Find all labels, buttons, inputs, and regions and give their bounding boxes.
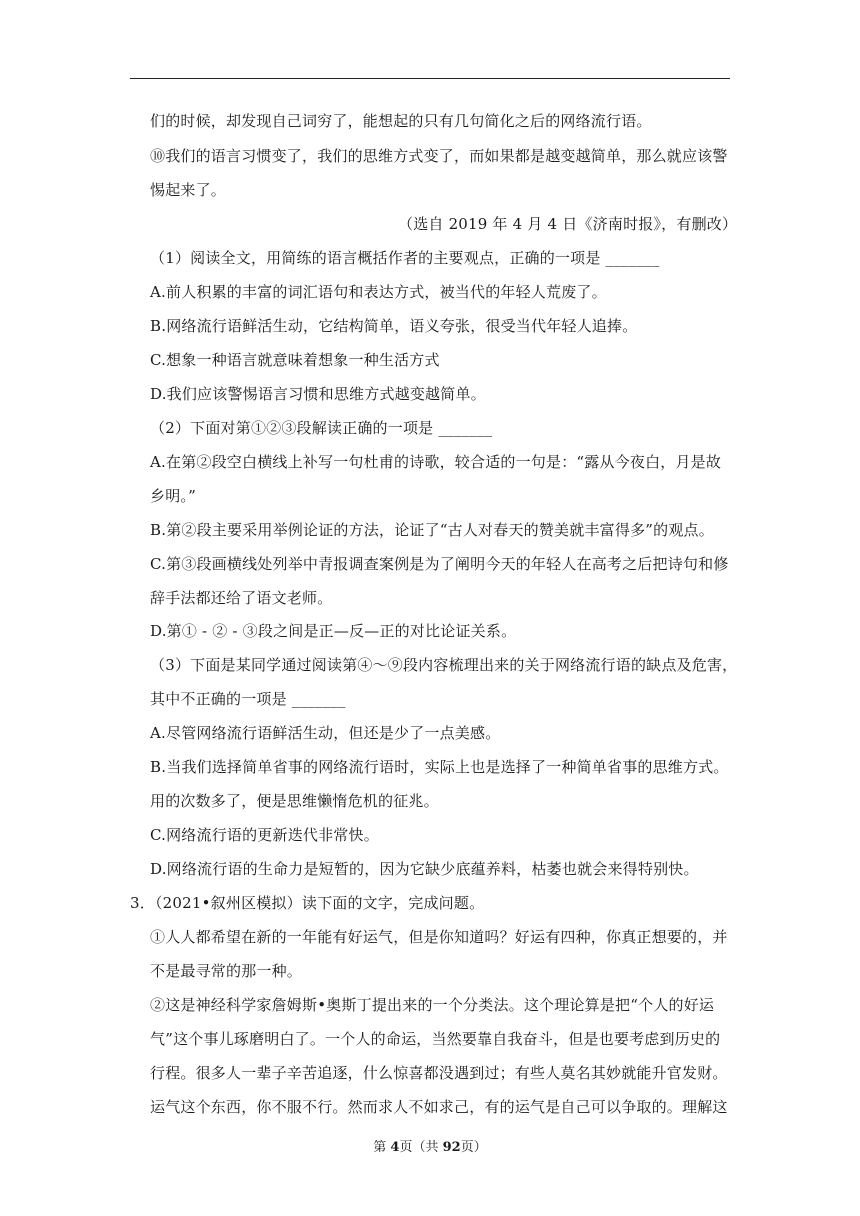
question-stem: （2）下面对第①②③段解读正确的一项是 _______ xyxy=(150,419,493,437)
option-line: 乡明。” xyxy=(150,487,196,505)
option-line: D.网络流行语的生命力是短暂的，因为它缺少底蕴养料，枯萎也就会来得特别快。 xyxy=(150,860,699,878)
paragraph-line: 不是最寻常的那一种。 xyxy=(150,962,303,980)
option-line: A.尽管网络流行语鲜活生动，但还是少了一点美感。 xyxy=(150,724,501,742)
question-stem: （1）阅读全文，用简练的语言概括作者的主要观点，正确的一项是 _______ xyxy=(150,249,660,267)
option-line: D.第① - ② - ③段之间是正—反—正的对比论证关系。 xyxy=(150,622,517,640)
option-line: D.我们应该警惕语言习惯和思维方式越变越简单。 xyxy=(150,385,486,403)
option-line: 辞手法都还给了语文老师。 xyxy=(150,589,333,607)
option-line: B.网络流行语鲜活生动，它结构简单，语义夸张，很受当代年轻人追捧。 xyxy=(150,317,638,335)
source-citation: （选自 2019 年 4 月 4 日《济南时报》，有删改） xyxy=(398,215,738,233)
option-line: B.当我们选择简单省事的网络流行语时，实际上也是选择了一种简单省事的思维方式。 xyxy=(150,758,729,776)
paragraph-line: ②这是神经科学家詹姆斯•奥斯丁提出来的一个分类法。这个理论算是把“个人的好运 xyxy=(150,996,715,1014)
option-line: A.前人积累的丰富的词汇语句和表达方式，被当代的年轻人荒废了。 xyxy=(150,283,607,301)
question-stem: 其中不正确的一项是 _______ xyxy=(150,690,346,708)
paragraph-line: 运气这个东西，你不服不行。然而求人不如求己，有的运气是自己可以争取的。理解这 xyxy=(150,1098,728,1116)
option-line: C.网络流行语的更新迭代非常快。 xyxy=(150,826,379,844)
option-line: B.第②段主要采用举例论证的方法，论证了“古人对春天的赞美就丰富得多”的观点。 xyxy=(150,521,714,539)
paragraph-line: 行程。很多人一辈子辛苦追逐，什么惊喜都没遇到过；有些人莫名其妙就能升官发财。 xyxy=(150,1064,728,1082)
footer-prefix: 第 xyxy=(373,1140,391,1155)
question-heading: 3．（2021•叙州区模拟）读下面的文字，完成问题。 xyxy=(130,894,485,912)
total-pages: 92 xyxy=(442,1140,461,1155)
text-line: ⑩我们的语言习惯变了，我们的思维方式变了，而如果都是越变越简单，那么就应该警 xyxy=(150,147,728,165)
paragraph-line: 气”这个事儿琢磨明白了。一个人的命运，当然要靠自我奋斗，但是也要考虑到历史的 xyxy=(150,1030,721,1048)
footer-suffix: 页） xyxy=(460,1140,487,1155)
text-line: 们的时候，却发现自己词穷了，能想起的只有几句简化之后的网络流行语。 xyxy=(150,112,652,130)
paragraph-line: ①人人都希望在新的一年能有好运气，但是你知道吗？好运有四种，你真正想要的，并 xyxy=(150,928,728,946)
footer-middle: 页（共 xyxy=(399,1140,443,1155)
page-footer xyxy=(0,1139,860,1157)
option-line: C.想象一种语言就意味着想象一种生活方式 xyxy=(150,351,440,369)
page-number: 4 xyxy=(390,1140,400,1155)
option-line: A.在第②段空白横线上补写一句杜甫的诗歌，较合适的一句是：“露从今夜白，月是故 xyxy=(150,453,722,471)
question-stem: （3）下面是某同学通过阅读第④～⑨段内容梳理出来的关于网络流行语的缺点及危害， xyxy=(150,656,738,674)
option-line: 用的次数多了，便是思维懒惰危机的征兆。 xyxy=(150,792,439,810)
option-line: C.第③段画横线处列举中青报调查案例是为了阐明今天的年轻人在高考之后把诗句和修 xyxy=(150,555,729,573)
text-line: 惕起来了。 xyxy=(150,181,227,199)
header-rule xyxy=(130,78,730,79)
